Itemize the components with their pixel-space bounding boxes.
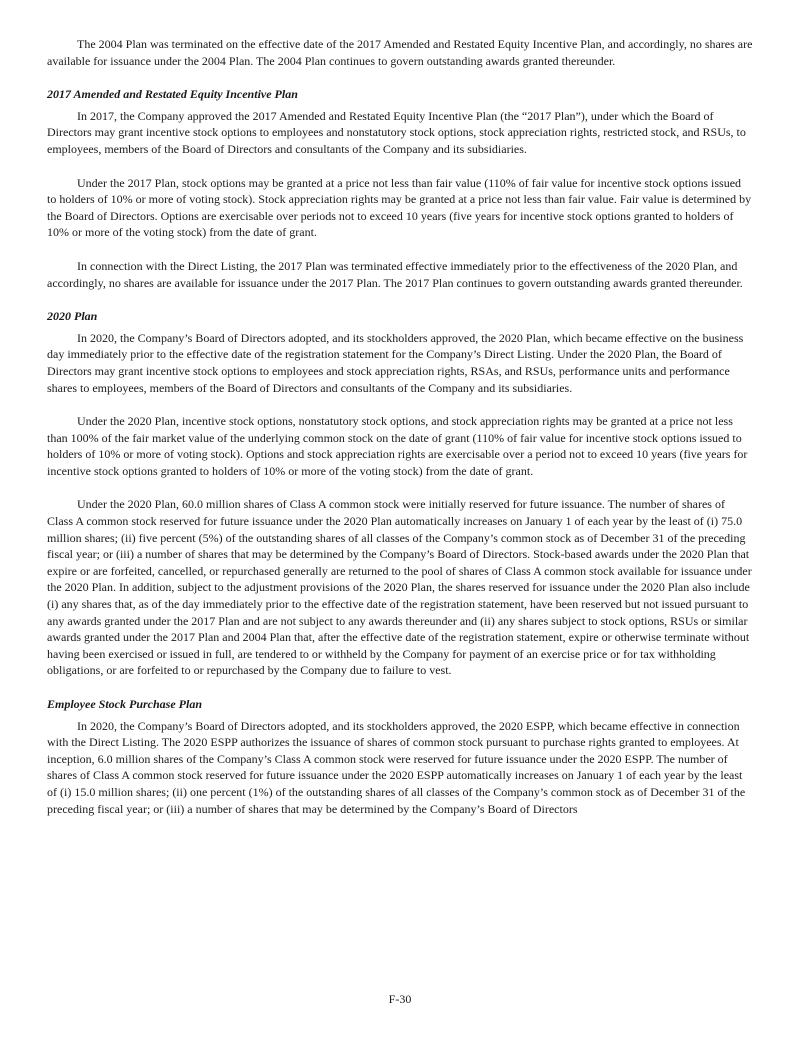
section-2020-plan (47, 308, 753, 679)
document-page (47, 36, 753, 834)
page-number: F-30 (388, 992, 412, 1006)
paragraph-2017-plan-pricing: Under the 2017 Plan, stock options may be granted at a price not less than fair value (110% of fair value for incentive stock options issued to holders of 10% or more of voting stock). Stock appreciation rights may be granted at a price not less than fair value. Fair value is determined by the Board of Directors. Options are exercisable over periods not to exceed 10 years (five years for incentive stock options granted to holders of 10% or more of the voting stock) from the date of grant. (47, 175, 752, 240)
paragraph-2004-plan-termination: The 2004 Plan was terminated on the effective date of the 2017 Amended and Restated Equity Incentive Plan, and accordingly, no shares are available for issuance under the 2004 Plan. The 2004 Plan continues to govern outstanding awards granted thereunder. (47, 37, 753, 68)
paragraph-espp-intro: In 2020, the Company’s Board of Directors adopted, and its stockholders approved, the 2020 ESPP, which became effective in connection with the Direct Listing. The 2020 ESPP authorizes the issuance of shares of common stock pursuant to purchase rights granted to employees. At inception, 6.0 million shares of the Company’s Class A common stock were reserved for future issuance under the 2020 ESPP. The number of shares of Class A common stock reserved for future issuance under the 2020 ESPP automatically increases on January 1 of each year by the least of (i) 15.0 million shares; (ii) one percent (1%) of the outstanding shares of all classes of the Company’s common stock as of December 31 of the preceding fiscal year; or (iii) a number of shares that may be determined by the Company’s Board of Directors (47, 718, 746, 816)
paragraph-2020-plan-reserve: Under the 2020 Plan, 60.0 million shares of Class A common stock were initially reserved for future issuance. The number of shares of Class A common stock reserved for future issuance under the 2020 Plan automatically increases on January 1 of each year by the least of (i) 75.0 million shares; (ii) five percent (5%) of the outstanding shares of all classes of the Company’s common stock as of December 31 of the preceding fiscal year; or (iii) a number of shares that may be determined by the Company’s Board of Directors. Stock-based awards under the 2020 Plan that expire or are forfeited, cancelled, or repurchased generally are returned to the pool of shares of Class A common stock available for issuance under the 2020 Plan. In addition, subject to the adjustment provisions of the 2020 Plan, the shares reserved for issuance under the 2020 Plan also include (i) any shares that, as of the day immediately prior to the effective date of the registration statement, have been reserved but not issued pursuant to any awards granted under the 2017 Plan and are not subject to any awards thereunder and (ii) any shares subject to stock options, RSUs or similar awards granted under the 2017 Plan and 2004 Plan that, after the effective date of the registration statement, expire or otherwise terminate without having been exercised or issued in full, are tendered to or withheld by the Company for payment of an exercise price or for tax withholding obligations, or are forfeited to or repurchased by the Company due to failure to vest. (47, 497, 752, 678)
paragraph-2020-plan-intro: In 2020, the Company’s Board of Directors adopted, and its stockholders approved, the 2020 Plan, which became effective on the business day immediately prior to the effective date of the registration statement for the Company’s Direct Listing. Under the 2020 Plan, the Board of Directors may grant incentive stock options to employees and stock appreciation rights, RSAs, and RSUs, performance units and performance shares to employees, members of the Board of Directors and consultants of the Company and its subsidiaries. (47, 330, 744, 395)
section-2017-plan (47, 86, 753, 291)
paragraph-2020-plan-pricing: Under the 2020 Plan, incentive stock options, nonstatutory stock options, and stock appreciation rights may be granted at a price not less than 100% of the fair market value of the underlying common stock on the date of grant (110% of fair value for incentive stock options issued to holders of 10% or more of voting stock). Options and stock appreciation rights are exercisable over a period not to exceed 10 years (five years for incentive stock options granted to holders of 10% or more of the voting stock) from the date of grant. (47, 414, 748, 478)
section-heading-2020-plan: 2020 Plan (47, 309, 98, 324)
paragraph-2017-plan-intro: In 2017, the Company approved the 2017 Amended and Restated Equity Incentive Plan (the “2017 Plan”), under which the Board of Directors may grant incentive stock options to employees and nonstatutory stock options, stock appreciation rights, restricted stock, and RSUs, to employees, members of the Board of Directors and consultants of the Company and its subsidiaries. (47, 108, 746, 156)
section-heading-2017-plan: 2017 Amended and Restated Equity Incentive Plan (47, 87, 298, 102)
paragraph-2017-plan-termination: In connection with the Direct Listing, the 2017 Plan was terminated effective immediately prior to the effectiveness of the 2020 Plan, and accordingly, no shares are available for issuance under the 2017 Plan. The 2017 Plan continues to govern outstanding awards granted thereunder. (47, 258, 743, 290)
section-heading-espp: Employee Stock Purchase Plan (47, 697, 202, 711)
section-espp (47, 696, 753, 817)
